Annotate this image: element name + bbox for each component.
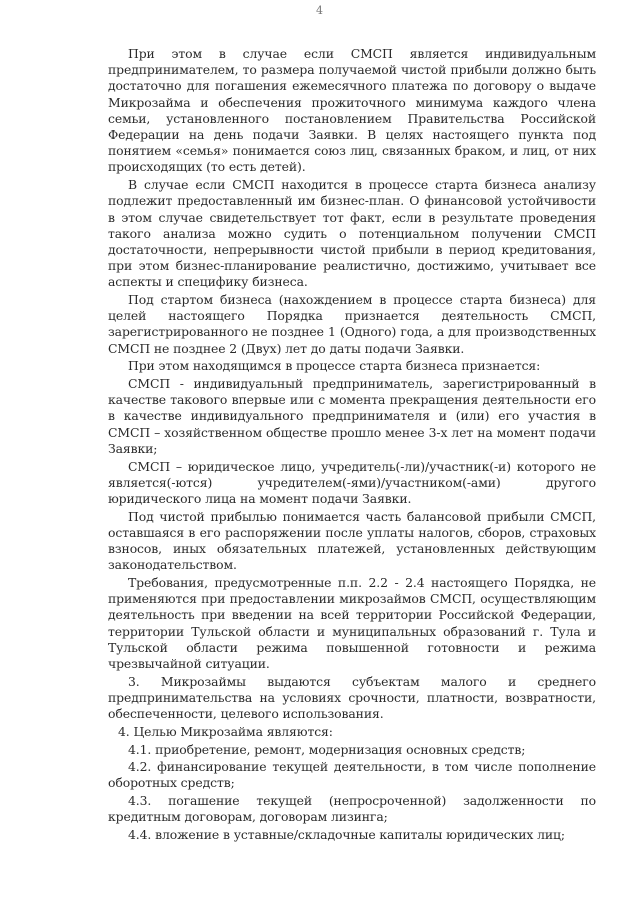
paragraph-item-4-4: 4.4. вложение в уставные/складочные капиталы юридических лиц; — [128, 827, 566, 843]
paragraph-requirements-exception: Требования, предусмотренные п.п. 2.2 - 2.4 настоящего Порядка, не применяются при предоставлении микрозаймов СМСП, осуществляющим деятельность при введении на всей территории Российской Федерации, территории Тульской области и муниципальных образований г. Тула и Тульской области режима повышенной готовности и режима чрезвычайной ситуации. — [108, 575, 596, 672]
page-number: 4 — [316, 4, 323, 17]
paragraph-item-4-3: 4.3. погашение текущей (непросроченной) задолженности по кредитным договорам, договорам лизинга; — [108, 793, 596, 825]
paragraph-item-4-1: 4.1. приобретение, ремонт, модернизация основных средств; — [128, 741, 526, 757]
paragraph-section-4-heading: 4. Целью Микрозайма являются: — [118, 723, 333, 739]
paragraph-criteria-ip: СМСП - индивидуальный предприниматель, зарегистрированный в качестве такового впервые или с момента прекращения деятельности его в качестве индивидуального предпринимателя и (или) его участия в СМСП – хозяйственном обществе прошло менее 3-х лет на момент подачи Заявки; — [108, 376, 596, 456]
paragraph-item-4-2: 4.2. финансирование текущей деятельности, в том числе пополнение оборотных средств; — [108, 759, 596, 791]
paragraph-business-start-criteria: При этом находящимся в процессе старта бизнеса признается: — [128, 358, 541, 374]
paragraph-net-profit-definition: Под чистой прибылью понимается часть балансовой прибыли СМСП, оставшаяся в его распоряжении после уплаты налогов, сборов, страховых взносов, иных обязательных платежей, установленных действующим законодательством. — [108, 508, 596, 573]
paragraph-business-start-definition: Под стартом бизнеса (нахождением в процессе старта бизнеса) для целей настоящего Порядка признается деятельность СМСП, зарегистрированного не позднее 1 (Одного) года, а для производственных СМСП не позднее 2 (Двух) лет до даты подачи Заявки. — [108, 292, 596, 356]
paragraph-ip-profit: При этом в случае если СМСП является индивидуальным предпринимателем, то размера получаемой чистой прибыли должно быть достаточно для погашения ежемесячного платежа по договору о выдаче Микрозайма и обеспечения прожиточного минимума каждого члена семьи, установленного постановлением Правительства Российской Федерации на день подачи Заявки. В целях настоящего пункта под понятием «семья» понимается союз лиц, связанных браком, и лиц, от них происходящих (то есть детей). — [108, 46, 596, 175]
paragraph-criteria-legal-entity: СМСП – юридическое лицо, учредитель(-ли)/участник(-и) которого не является(-ются) учредителем(-ями)/участником(-ами) другого юридического лица на момент подачи Заявки. — [108, 458, 596, 506]
paragraph-business-start-analysis: В случае если СМСП находится в процессе старта бизнеса анализу подлежит предоставленный им бизнес-план. О финансовой устойчивости в этом случае свидетельствует тот факт, если в результате проведения такого анализа можно судить о потенциальном получении СМСП достаточности, непрерывности чистой прибыли в период кредитования, при этом бизнес-планирование реалистично, достижимо, учитывает все аспекты и специфику бизнеса. — [108, 177, 596, 290]
paragraph-section-3: 3. Микрозаймы выдаются субъектам малого и среднего предпринимательства на условиях срочности, платности, возвратности, обеспеченности, целевого использования. — [108, 673, 596, 722]
document-body — [108, 46, 596, 845]
